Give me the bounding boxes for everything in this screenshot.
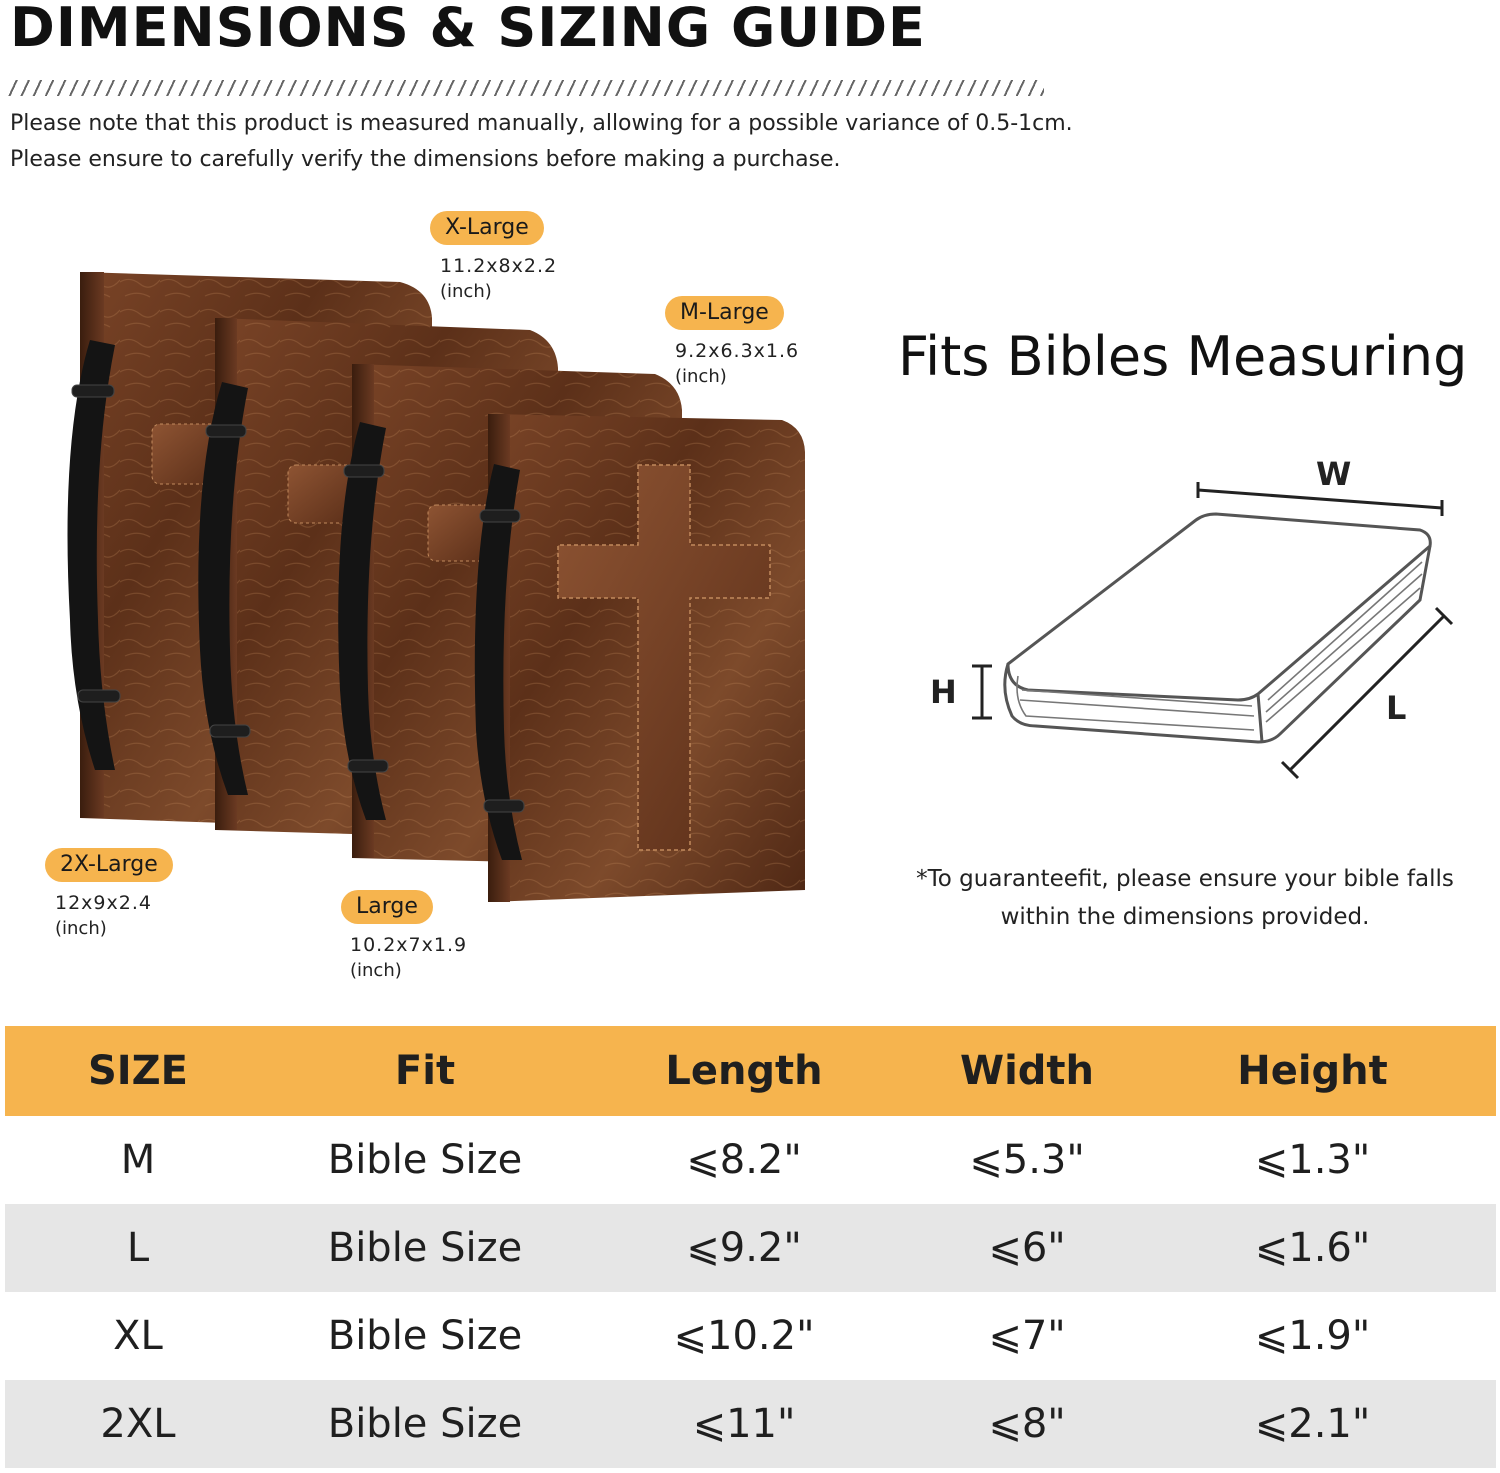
cell-fit: Bible Size — [327, 1225, 523, 1271]
size-badge-m-large: M-Large — [665, 296, 784, 330]
cell-fit: Bible Size — [327, 1313, 523, 1359]
cell-width: ⩽8" — [988, 1401, 1066, 1447]
cell-width: ⩽7" — [988, 1313, 1066, 1359]
fit-guarantee-note — [880, 860, 1490, 936]
unit-large: (inch) — [350, 960, 402, 981]
table-row — [5, 1380, 1496, 1468]
cell-size: L — [126, 1225, 150, 1271]
header-height: Height — [1237, 1048, 1388, 1094]
header-fit: Fit — [394, 1048, 456, 1094]
length-letter: L — [1386, 689, 1407, 727]
verify-note: Please ensure to carefully verify the dimensions before making a purchase. — [10, 147, 841, 172]
measurement-note: Please note that this product is measured manually, allowing for a possible variance of 0.5-1cm. — [10, 111, 1073, 136]
header-length: Length — [665, 1048, 823, 1094]
header-size: SIZE — [87, 1048, 189, 1094]
table-row — [5, 1204, 1496, 1292]
unit-x-large: (inch) — [440, 281, 492, 302]
page-title: DIMENSIONS & SIZING GUIDE — [10, 0, 926, 59]
hatch-divider — [8, 80, 1044, 96]
header-width: Width — [959, 1048, 1095, 1094]
dims-x-large: 11.2x8x2.2 — [440, 255, 558, 277]
table-row — [5, 1116, 1496, 1204]
size-badge-large: Large — [341, 890, 433, 924]
cell-height: ⩽1.3" — [1254, 1137, 1371, 1183]
dims-2x-large: 12x9x2.4 — [55, 892, 152, 914]
cell-fit: Bible Size — [327, 1401, 523, 1447]
dims-large: 10.2x7x1.9 — [350, 934, 468, 956]
fits-title: Fits Bibles Measuring — [898, 325, 1468, 388]
cell-length: ⩽10.2" — [673, 1313, 815, 1359]
cell-length: ⩽9.2" — [686, 1225, 802, 1271]
size-badge-2x-large: 2X-Large — [45, 848, 173, 882]
bible-cover-m-large — [475, 414, 805, 902]
unit-2x-large: (inch) — [55, 918, 107, 939]
cell-height: ⩽1.6" — [1254, 1225, 1371, 1271]
cell-width: ⩽5.3" — [969, 1137, 1085, 1183]
cell-height: ⩽1.9" — [1254, 1313, 1371, 1359]
table-header-row — [5, 1026, 1496, 1116]
guarantee-line-2: within the dimensions provided. — [1000, 904, 1370, 930]
cell-size: XL — [113, 1313, 163, 1359]
dims-m-large: 9.2x6.3x1.6 — [675, 340, 800, 362]
cell-width: ⩽6" — [988, 1225, 1066, 1271]
height-letter: H — [930, 673, 957, 711]
cell-size: M — [120, 1137, 156, 1183]
cell-length: ⩽11" — [692, 1401, 796, 1447]
table-row — [5, 1292, 1496, 1380]
size-badge-x-large: X-Large — [430, 211, 544, 245]
book-dimension-diagram — [960, 470, 1460, 790]
cell-height: ⩽2.1" — [1254, 1401, 1371, 1447]
unit-m-large: (inch) — [675, 366, 727, 387]
width-letter: W — [1316, 455, 1352, 493]
cell-length: ⩽8.2" — [686, 1137, 802, 1183]
cell-size: 2XL — [100, 1401, 176, 1447]
guarantee-line-1: *To guaranteefit, please ensure your bible falls — [916, 866, 1454, 892]
size-table — [5, 1026, 1496, 1468]
cell-fit: Bible Size — [327, 1137, 523, 1183]
